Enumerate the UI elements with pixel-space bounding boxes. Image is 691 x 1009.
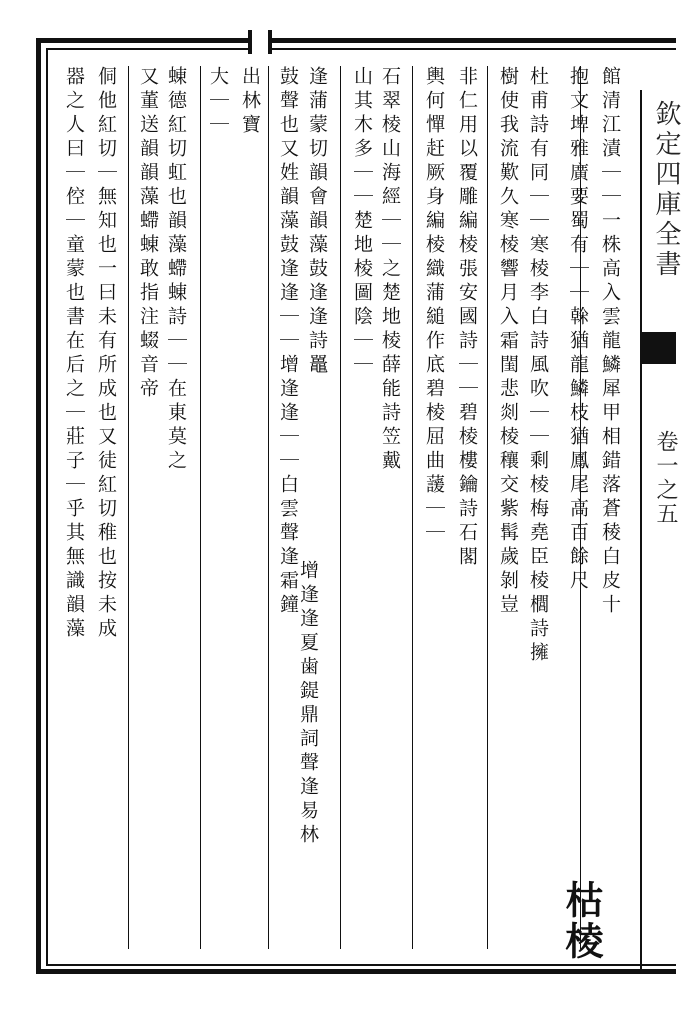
text-column: [206, 66, 230, 186]
text-column: [62, 66, 86, 946]
text-column: [238, 66, 262, 186]
text-column: [598, 66, 622, 946]
text-column: [566, 66, 590, 866]
column-text: 杜甫詩有同｜｜寒棱李白詩風吹｜｜剩棱梅堯臣棱櫚詩擁: [527, 66, 549, 666]
column-text: 樹使我流歎久寒棱響月入霜閨悲剡棱穰交紫髯歲剝豈: [497, 66, 519, 618]
column-rule: [128, 66, 129, 949]
text-column: [526, 66, 550, 946]
column-text: 非仁用以覆雕編棱張安國詩｜｜碧棱樓鑰詩石閣: [456, 66, 478, 570]
volume-label: 卷一之五: [653, 430, 678, 526]
column-text: 館清江漬｜｜一株高入雲龍鱗犀甲相錯落蒼稜白皮十: [599, 66, 621, 618]
headword: 枯棱: [559, 880, 604, 962]
column-text: 大｜｜: [207, 66, 229, 138]
text-column: [305, 66, 329, 586]
edge-black-tab: [642, 332, 676, 364]
column-text: 逢蒲蒙切韻會韻藻鼓逢逢詩鼉: [306, 66, 328, 378]
column-rule: [268, 66, 269, 949]
column-text: 山其木多｜｜楚地棱圖陰｜｜: [351, 66, 373, 378]
column-text: 抱文埤雅廣要蜀有｜｜榦猶龍鱗枝猶鳳尾高百餘尺: [567, 66, 589, 594]
text-column: [94, 66, 118, 946]
text-column: [164, 66, 188, 946]
column-text: 蝀德紅切虹也韻藻螮蝀詩｜｜在東莫之: [165, 66, 187, 474]
column-rule: [412, 66, 413, 949]
column-text: 輿何憚赶厥身編棱織蒲縋作底碧棱屈曲蘐｜｜: [423, 66, 445, 546]
column-text: 侗他紅切｜無知也一曰未有所成也又徒紅切稚也按未成: [95, 66, 117, 642]
frame-notch: [248, 30, 272, 54]
text-column: [455, 66, 479, 946]
text-column: [496, 66, 520, 946]
column-text: 又董送韻韻藻螮蝀敢指注蝃音帝: [137, 66, 159, 402]
text-column: [276, 66, 300, 946]
book-title: 欽定四庫全書: [651, 100, 681, 280]
text-column: [422, 66, 446, 946]
text-column: [350, 66, 374, 946]
edge-rule: [640, 90, 642, 969]
column-rule: [487, 66, 488, 949]
column-rule: [200, 66, 201, 949]
column-text: 出林寶: [239, 66, 261, 138]
text-column: [560, 880, 602, 960]
column-text: 器之人曰｜倥｜童蒙也書在后之｜莊子｜乎其無識韻藻: [63, 66, 85, 642]
text-column: [378, 66, 402, 946]
column-text: 鼓聲也又姓韻藻鼓逢逢｜｜增逢逢｜｜白雲聲逢霜鐘: [277, 66, 299, 618]
text-column: [136, 66, 160, 946]
column-rule: [340, 66, 341, 949]
column-text: 增逢逢夏歯鍉鼎詞聲逢易林: [297, 560, 319, 848]
column-text: 石翠棱山海經｜｜之楚地棱薛能詩笠戴: [379, 66, 401, 474]
